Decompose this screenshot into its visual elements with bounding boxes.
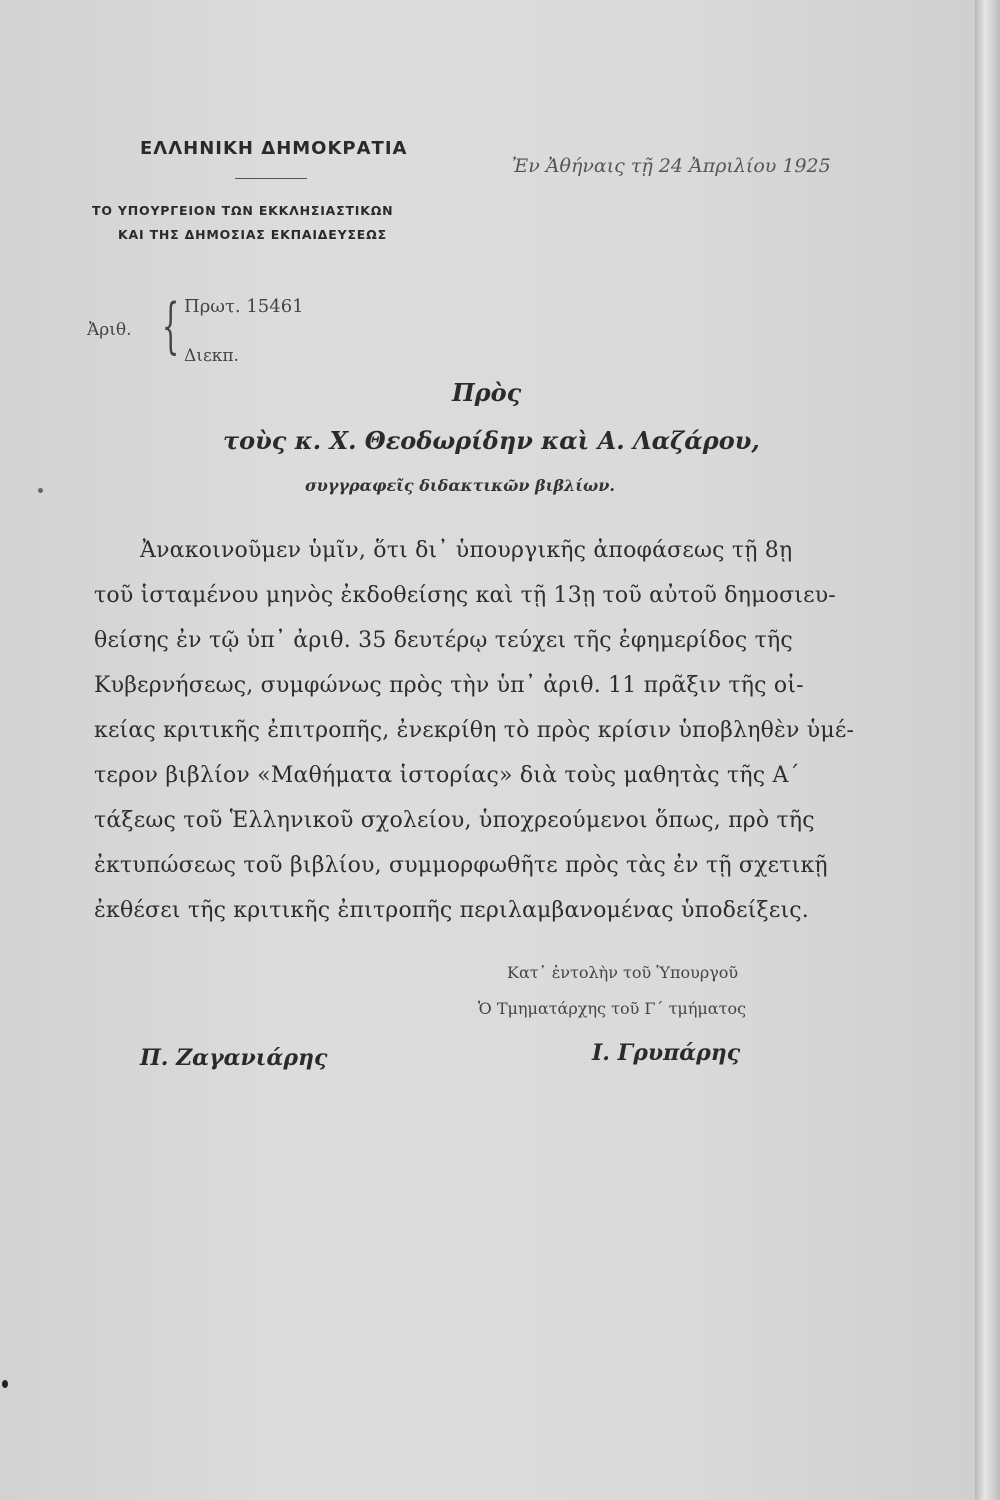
reference-brace: { xyxy=(162,291,180,361)
body-line: τοῦ ἱσταμένου μηνὸς ἐκδοθείσης καὶ τῇ 13ῃ τοῦ αὐτοῦ δημοσιευ- xyxy=(94,583,836,608)
page-edge xyxy=(975,0,1000,1500)
dispatch-label: Διεκπ. xyxy=(184,346,239,366)
addressee-to: Πρὸς xyxy=(452,378,522,407)
republic-heading: ΕΛΛΗΝΙΚΗ ΔΗΜΟΚΡΑΤΙΑ xyxy=(140,138,408,159)
ministry-line-1: ΤΟ ΥΠΟΥΡΓΕΙΟΝ ΤΩΝ ΕΚΚΛΗΣΙΑΣΤΙΚΩΝ xyxy=(92,203,394,218)
signature-order-line: Κατ᾽ ἐντολὴν τοῦ Ὑπουργοῦ xyxy=(507,963,739,982)
addressee-recipients: τοὺς κ. Χ. Θεοδωρίδην καὶ Α. Λαζάρου, xyxy=(223,426,760,455)
protocol-number: Πρωτ. 15461 xyxy=(184,296,304,317)
body-line: ἐκθέσει τῆς κριτικῆς ἐπιτροπῆς περιλαμβανομένας ὑποδείξεις. xyxy=(94,898,809,923)
signature-title-line: Ὁ Τμηματάρχης τοῦ Γ΄ τμήματος xyxy=(478,999,747,1018)
signature-left-name: Π. Ζαγανιάρης xyxy=(140,1045,328,1071)
signature-right-name: Ι. Γρυπάρης xyxy=(592,1040,741,1066)
body-line: τερον βιβλίον «Μαθήματα ἱστορίας» διὰ τοὺς μαθητὰς τῆς Α΄ xyxy=(94,763,800,788)
body-line: Ἀνακοινοῦμεν ὑμῖν, ὅτι δι᾽ ὑπουργικῆς ἀποφάσεως τῇ 8ῃ xyxy=(140,538,793,563)
body-line: τάξεως τοῦ Ἑλληνικοῦ σχολείου, ὑποχρεούμενοι ὅπως, πρὸ τῆς xyxy=(94,808,815,833)
body-line: Κυβερνήσεως, συμφώνως πρὸς τὴν ὑπ᾽ ἀριθ. 11 πρᾶξιν τῆς οἰ- xyxy=(94,673,804,698)
reference-label: Ἀριθ. xyxy=(87,320,132,340)
paper-spot xyxy=(38,488,43,493)
addressee-description: συγγραφεῖς διδακτικῶν βιβλίων. xyxy=(305,476,615,495)
heading-rule xyxy=(235,178,307,179)
body-line: κείας κριτικῆς ἐπιτροπῆς, ἐνεκρίθη τὸ πρὸς κρίσιν ὑποβληθὲν ὑμέ- xyxy=(94,718,855,743)
body-line: ἐκτυπώσεως τοῦ βιβλίου, συμμορφωθῆτε πρὸς τὰς ἐν τῇ σχετικῇ xyxy=(94,853,828,878)
body-line: θείσης ἐν τῷ ὑπ᾽ ἀριθ. 35 δευτέρῳ τεύχει τῆς ἐφημερίδος τῆς xyxy=(94,628,793,653)
paper-spot xyxy=(2,1380,8,1388)
letter-date: Ἐν Ἀθήναις τῇ 24 Ἀπριλίου 1925 xyxy=(512,155,831,177)
ministry-line-2: ΚΑΙ ΤΗΣ ΔΗΜΟΣΙΑΣ ΕΚΠΑΙΔΕΥΣΕΩΣ xyxy=(118,227,387,242)
